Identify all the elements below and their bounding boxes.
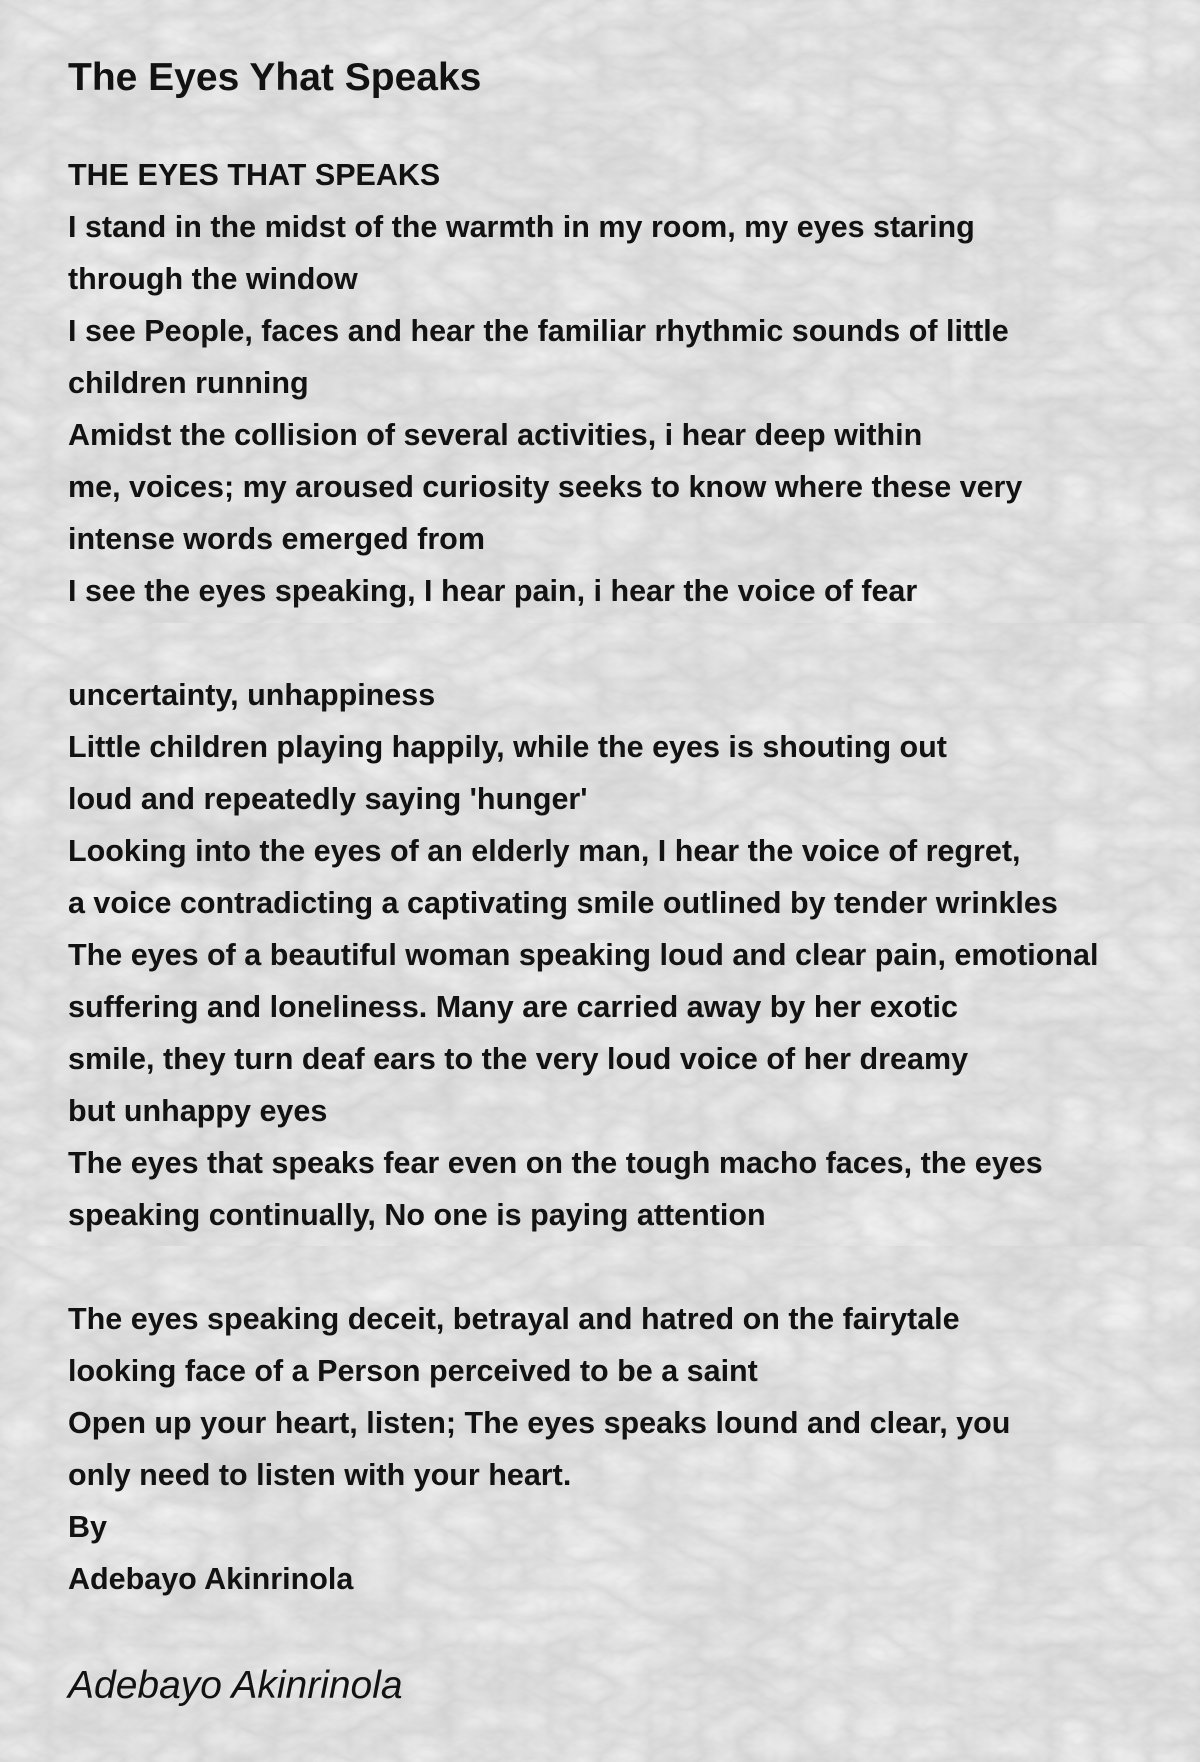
poem-section-1 <box>68 149 1022 617</box>
poem-line: The eyes that speaks fear even on the tough macho faces, the eyes <box>68 1146 1043 1180</box>
poem-line: I see People, faces and hear the familiar rhythmic sounds of little <box>68 314 1009 348</box>
poem-section-2 <box>68 669 1098 1241</box>
poem-line: Looking into the eyes of an elderly man, I hear the voice of regret, <box>68 834 1021 868</box>
poem-line: THE EYES THAT SPEAKS <box>68 158 441 192</box>
poem-author: Adebayo Akinrinola <box>68 1562 354 1596</box>
poem-line: speaking continually, No one is paying attention <box>68 1198 766 1232</box>
poem-line: through the window <box>68 262 358 296</box>
poem-line: Open up your heart, listen; The eyes speaks lound and clear, you <box>68 1406 1011 1440</box>
poem-line: uncertainty, unhappiness <box>68 678 436 712</box>
poem-line: I see the eyes speaking, I hear pain, i hear the voice of fear <box>68 574 918 608</box>
poem-line: looking face of a Person perceived to be a saint <box>68 1354 758 1388</box>
poem-line: me, voices; my aroused curiosity seeks to know where these very <box>68 470 1023 504</box>
poem-title: The Eyes Yhat Speaks <box>68 56 482 99</box>
poem-line: The eyes of a beautiful woman speaking loud and clear pain, emotional <box>68 938 1099 972</box>
poem-line: a voice contradicting a captivating smile outlined by tender wrinkles <box>68 886 1058 920</box>
author-signature: Adebayo Akinrinola <box>68 1664 403 1707</box>
poem-line: I stand in the midst of the warmth in my room, my eyes staring <box>68 210 975 244</box>
poem-line: intense words emerged from <box>68 522 485 556</box>
poem-line: only need to listen with your heart. <box>68 1458 572 1492</box>
poem-line: Amidst the collision of several activities, i hear deep within <box>68 418 923 452</box>
poem-line: suffering and loneliness. Many are carried away by her exotic <box>68 990 958 1024</box>
poem-section-3 <box>68 1293 1010 1605</box>
poem-line: smile, they turn deaf ears to the very loud voice of her dreamy <box>68 1042 969 1076</box>
poem-line: children running <box>68 366 309 400</box>
poem-line: Little children playing happily, while the eyes is shouting out <box>68 730 947 764</box>
poem-line: but unhappy eyes <box>68 1094 328 1128</box>
poem-line: loud and repeatedly saying 'hunger' <box>68 782 588 816</box>
poem-byline: By <box>68 1510 107 1544</box>
poem-line: The eyes speaking deceit, betrayal and hatred on the fairytale <box>68 1302 960 1336</box>
